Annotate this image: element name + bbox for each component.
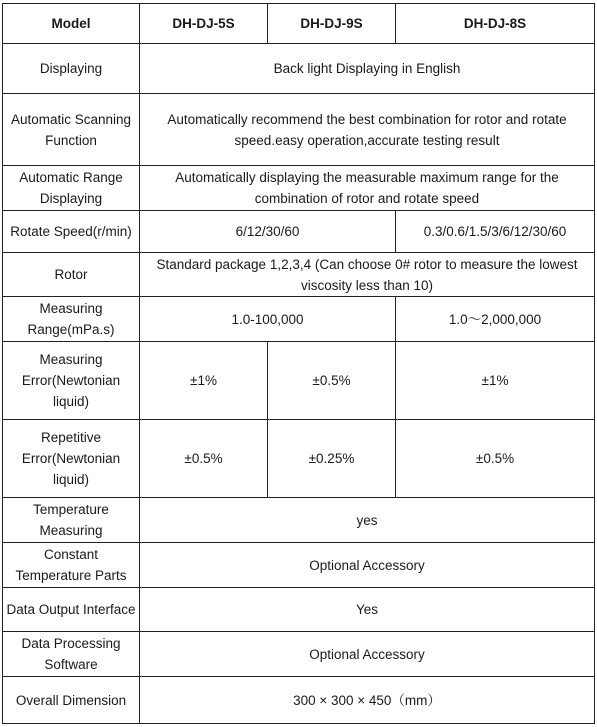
table-row-temperature: [3, 498, 595, 543]
table-row-constant-temp: [3, 543, 595, 588]
value-dimension: 300 × 300 × 450（mm）: [140, 677, 595, 724]
header-dh-dj-5s: DH-DJ-5S: [140, 4, 268, 44]
table-row-data-output: [3, 588, 595, 632]
value-measuring-error-8s: ±1%: [396, 342, 595, 420]
value-repetitive-error-8s: ±0.5%: [396, 420, 595, 498]
header-dh-dj-8s: DH-DJ-8S: [396, 4, 595, 44]
value-rotor: Standard package 1,2,3,4 (Can choose 0# rotor to measure the lowest viscosity less than 10): [140, 253, 595, 297]
label-rotate-speed: Rotate Speed(r/min): [3, 211, 140, 253]
value-data-processing: Optional Accessory: [140, 632, 595, 677]
value-measuring-error-5s: ±1%: [140, 342, 268, 420]
value-scanning: Automatically recommend the best combination for rotor and rotate speed.easy operation,accurate testing result: [140, 94, 595, 166]
table-row-dimension: [3, 677, 595, 724]
value-constant-temp: Optional Accessory: [140, 543, 595, 588]
table-row-header: [3, 4, 595, 44]
table-row-scanning: [3, 94, 595, 166]
table-row-measuring-range: [3, 297, 595, 342]
label-range-display: Automatic Range Displaying: [3, 166, 140, 211]
label-measuring-range: Measuring Range(mPa.s): [3, 297, 140, 342]
label-scanning: Automatic Scanning Function: [3, 94, 140, 166]
header-model: Model: [3, 4, 140, 44]
spec-table: [2, 3, 595, 724]
value-data-output: Yes: [140, 588, 595, 632]
value-range-display: Automatically displaying the measurable maximum range for the combination of rotor and rotate speed: [140, 166, 595, 211]
value-measuring-error-9s: ±0.5%: [268, 342, 396, 420]
label-data-output: Data Output Interface: [3, 588, 140, 632]
value-repetitive-error-5s: ±0.5%: [140, 420, 268, 498]
label-dimension: Overall Dimension: [3, 677, 140, 724]
value-measuring-range-5s-9s: 1.0-100,000: [140, 297, 396, 342]
table-row-range-display: [3, 166, 595, 211]
table-row-repetitive-error: [3, 420, 595, 498]
value-measuring-range-8s: 1.0～2,000,000: [396, 297, 595, 342]
table-row-displaying: [3, 44, 595, 94]
header-dh-dj-9s: DH-DJ-9S: [268, 4, 396, 44]
table-row-rotate-speed: [3, 211, 595, 253]
value-repetitive-error-9s: ±0.25%: [268, 420, 396, 498]
value-temperature: yes: [140, 498, 595, 543]
table-row-rotor: [3, 253, 595, 297]
label-repetitive-error: Repetitive Error(Newtonian liquid): [3, 420, 140, 498]
label-measuring-error: Measuring Error(Newtonian liquid): [3, 342, 140, 420]
label-data-processing: Data Processing Software: [3, 632, 140, 677]
label-constant-temp: Constant Temperature Parts: [3, 543, 140, 588]
label-temperature: Temperature Measuring: [3, 498, 140, 543]
label-displaying: Displaying: [3, 44, 140, 94]
table-row-data-processing: [3, 632, 595, 677]
table-row-measuring-error: [3, 342, 595, 420]
label-rotor: Rotor: [3, 253, 140, 297]
value-displaying: Back light Displaying in English: [140, 44, 595, 94]
value-rotate-speed-8s: 0.3/0.6/1.5/3/6/12/30/60: [396, 211, 595, 253]
value-rotate-speed-5s-9s: 6/12/30/60: [140, 211, 396, 253]
